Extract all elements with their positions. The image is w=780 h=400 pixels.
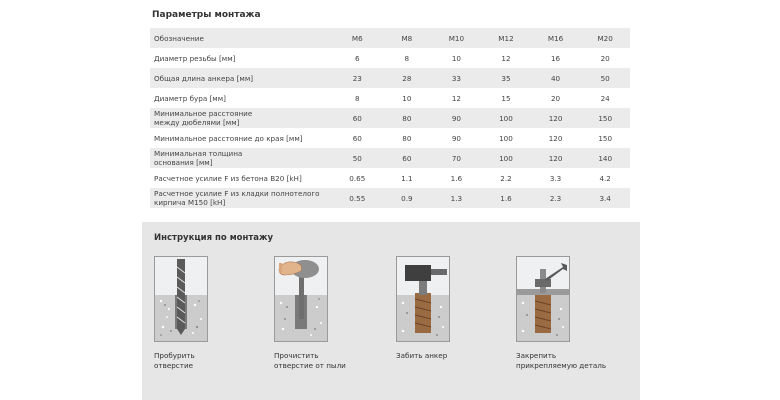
- row-value: 12: [501, 53, 511, 63]
- row-label: [150, 88, 332, 108]
- step-fix: [516, 256, 636, 371]
- installation-title: Инструкция по монтажу: [154, 233, 274, 243]
- row-value: 10: [451, 53, 461, 63]
- row-value: 140: [580, 148, 630, 168]
- row-label: [150, 68, 332, 88]
- row-value: 150: [580, 108, 630, 128]
- row-value: 2.3: [531, 188, 581, 208]
- row-value: 6: [354, 53, 360, 63]
- row-label-line: Диаметр резьбы [мм]: [154, 53, 236, 63]
- table-row: [150, 48, 630, 68]
- row-label-line: Расчетное усилие F из бетона В20 [kH]: [154, 173, 302, 183]
- row-label-line: кирпича М150 [kH]: [154, 198, 226, 207]
- row-label-line: основания [мм]: [154, 158, 213, 167]
- row-value: 33: [432, 68, 482, 88]
- row-value: 100: [481, 108, 531, 128]
- step-hammer: [396, 256, 516, 361]
- header-size: M16: [531, 28, 581, 48]
- row-value: 20: [550, 93, 561, 103]
- header-size: M12: [481, 28, 531, 48]
- drill-icon: [154, 256, 208, 342]
- row-value: 100: [499, 133, 513, 143]
- row-value: 90: [451, 133, 461, 143]
- row-value: 60: [382, 148, 432, 168]
- step-caption: Пробурить отверстие: [154, 351, 195, 370]
- row-value: 8: [404, 53, 410, 63]
- step-blow: [274, 256, 394, 371]
- row-value: 16: [550, 53, 561, 63]
- table-row: [150, 168, 630, 188]
- table-row: [150, 148, 630, 168]
- table-row: [150, 188, 630, 208]
- row-value: 28: [382, 68, 432, 88]
- row-value: 24: [600, 93, 610, 103]
- hammer-icon: [396, 256, 450, 342]
- row-value: 15: [501, 93, 511, 103]
- row-label-line: Минимальная толщина: [154, 149, 243, 158]
- row-value: 1.6: [450, 173, 463, 183]
- row-value: 50: [580, 68, 630, 88]
- row-value: 80: [402, 133, 412, 143]
- section-title: Параметры монтажа: [152, 10, 261, 20]
- table-row: [150, 88, 630, 108]
- row-label-line: Общая длина анкера [мм]: [154, 73, 254, 83]
- parameters-table: [150, 28, 630, 208]
- step-caption: Закрепить прикрепляемую деталь: [516, 351, 607, 370]
- row-label-line: между дюбелями [мм]: [154, 118, 240, 127]
- row-label: [150, 168, 332, 188]
- wrench-icon: [516, 256, 570, 342]
- table-row: [150, 68, 630, 88]
- row-value: 12: [451, 93, 461, 103]
- row-value: 70: [432, 148, 482, 168]
- row-value: 100: [481, 148, 531, 168]
- row-value: 0.55: [332, 188, 382, 208]
- row-value: 120: [548, 133, 563, 143]
- row-value: 60: [352, 133, 362, 143]
- row-label: [150, 188, 332, 208]
- row-value: 80: [382, 108, 432, 128]
- row-value: 1.1: [401, 173, 413, 183]
- blower-icon: [274, 256, 328, 342]
- row-label-line: Диаметр бура [мм]: [154, 93, 226, 103]
- row-value: 60: [332, 108, 382, 128]
- row-value: 1.6: [481, 188, 531, 208]
- row-value: 50: [332, 148, 382, 168]
- header-size: M8: [382, 28, 432, 48]
- row-value: 150: [598, 133, 613, 143]
- step-caption: Забить анкер: [396, 351, 448, 360]
- row-value: 1.3: [432, 188, 482, 208]
- row-value: 8: [354, 93, 360, 103]
- row-value: 120: [531, 108, 581, 128]
- row-value: 3.3: [549, 173, 562, 183]
- row-label-line: Расчетное усилие F из кладки полнотелого: [154, 189, 320, 198]
- step-drill: [154, 256, 274, 371]
- table-header-row: [150, 28, 630, 48]
- header-size: M10: [432, 28, 482, 48]
- table-row: [150, 108, 630, 128]
- installation-panel: [142, 222, 640, 400]
- row-value: 0.65: [349, 173, 366, 183]
- row-label: [150, 108, 332, 128]
- header-size: M6: [332, 28, 382, 48]
- header-label: Обозначение: [150, 28, 332, 48]
- step-caption: Прочистить отверстие от пыли: [274, 351, 346, 370]
- row-label: [150, 148, 332, 168]
- table-row: [150, 128, 630, 148]
- row-value: 90: [432, 108, 482, 128]
- row-value: 120: [531, 148, 581, 168]
- row-label: [150, 128, 332, 148]
- row-value: 0.9: [382, 188, 432, 208]
- row-value: 3.4: [580, 188, 630, 208]
- header-size: M20: [580, 28, 630, 48]
- row-value: 40: [531, 68, 581, 88]
- row-value: 4.2: [599, 173, 611, 183]
- row-value: 10: [402, 93, 412, 103]
- row-value: 2.2: [500, 173, 512, 183]
- row-value: 35: [481, 68, 531, 88]
- row-label-line: Минимальное расстояние: [154, 109, 253, 118]
- row-label-line: Минимальное расстояние до края [мм]: [154, 133, 303, 143]
- row-label: [150, 48, 332, 68]
- row-value: 23: [332, 68, 382, 88]
- row-value: 20: [600, 53, 610, 63]
